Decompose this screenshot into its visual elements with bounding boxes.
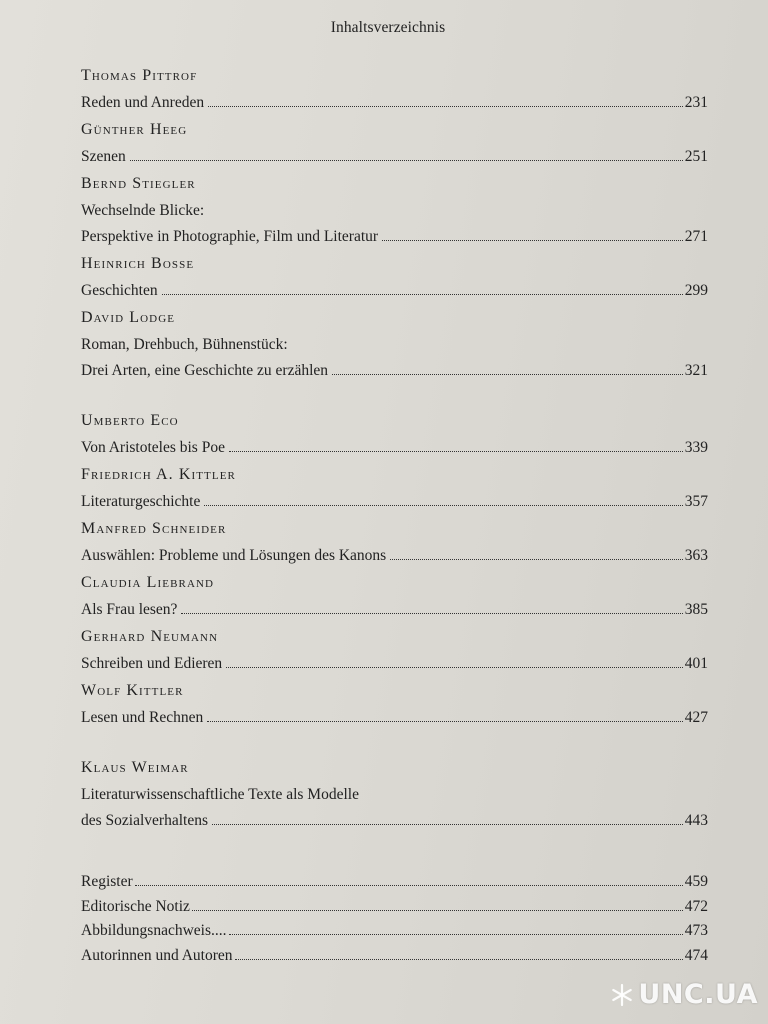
page-number: 357 — [684, 493, 708, 510]
entry-title-line — [81, 227, 708, 254]
toc-group-2 — [81, 411, 708, 735]
page-number: 474 — [684, 946, 708, 964]
page-number: 299 — [684, 282, 708, 299]
entry-title-line — [81, 147, 708, 174]
dot-leader — [135, 884, 683, 886]
back-matter — [81, 872, 708, 970]
page-number: 231 — [684, 94, 708, 111]
watermark-text: UNC.UA — [638, 979, 758, 1010]
entry-title: Roman, Drehbuch, Bühnenstück: — [81, 336, 288, 353]
page-title: Inhaltsverzeichnis — [330, 19, 446, 36]
dot-leader — [390, 558, 683, 560]
page-number: 363 — [684, 547, 708, 564]
toc-entry — [81, 308, 708, 388]
dot-leader — [204, 504, 682, 506]
entry-author: Umberto Eco — [81, 412, 179, 429]
back-matter-line — [81, 872, 708, 897]
entry-author: David Lodge — [81, 309, 176, 326]
toc-entry — [81, 627, 708, 681]
toc-entry — [81, 254, 708, 308]
back-matter-line — [81, 921, 708, 946]
dot-leader — [382, 239, 683, 241]
entry-title: Literaturwissenschaftliche Texte als Modelle — [81, 786, 359, 803]
toc-entry — [81, 465, 708, 519]
dot-leader — [162, 293, 683, 295]
entry-author: Klaus Weimar — [81, 759, 189, 776]
back-matter-title: Register — [81, 873, 133, 890]
dot-leader — [332, 373, 683, 375]
entry-title-line — [81, 361, 708, 388]
entry-title-line — [81, 335, 708, 361]
entry-title-line — [81, 811, 708, 838]
page-number: 271 — [684, 228, 708, 245]
entry-author: Wolf Kittler — [81, 682, 184, 699]
entry-title: Geschichten — [81, 282, 158, 299]
toc-entry — [81, 758, 708, 838]
group-spacer — [81, 388, 708, 411]
dot-leader — [192, 909, 683, 911]
entry-author: Heinrich Bosse — [81, 255, 195, 272]
toc-group-3 — [81, 758, 708, 838]
page-number: 401 — [684, 655, 708, 672]
toc-entry — [81, 174, 708, 254]
entry-title: Als Frau lesen? — [81, 601, 178, 618]
watermark-logo — [610, 979, 758, 1010]
entry-author: Günther Heeg — [81, 121, 188, 138]
page-number: 339 — [684, 439, 708, 456]
entry-title-line — [81, 438, 708, 465]
table-of-contents — [81, 66, 708, 970]
entry-title-line — [81, 201, 708, 227]
entry-title: Reden und Anreden — [81, 94, 205, 111]
dot-leader — [212, 823, 683, 825]
page-number: 251 — [684, 148, 708, 165]
dot-leader — [130, 159, 683, 161]
back-matter-title: Autorinnen und Autoren — [81, 946, 233, 964]
toc-entry — [81, 411, 708, 465]
entry-title: Auswählen: Probleme und Lösungen des Kanons — [81, 547, 387, 564]
entry-author: Manfred Schneider — [81, 520, 227, 537]
dot-leader — [229, 450, 683, 452]
dot-leader — [208, 105, 683, 107]
entry-title: Lesen und Rechnen — [81, 709, 204, 726]
dot-leader — [229, 933, 683, 935]
page-number: 385 — [684, 601, 708, 618]
back-matter-title: Editorische Notiz — [81, 897, 190, 915]
entry-author: Gerhard Neumann — [81, 628, 219, 645]
page-number: 473 — [684, 922, 708, 939]
page-number: 443 — [684, 812, 708, 829]
entry-title: Literaturgeschichte — [81, 493, 201, 510]
entry-title-line — [81, 708, 708, 735]
back-matter-line — [81, 897, 708, 922]
entry-title: Szenen — [81, 148, 126, 165]
entry-title: Drei Arten, eine Geschichte zu erzählen — [81, 362, 329, 379]
snowflake-icon — [610, 983, 634, 1007]
page-number: 321 — [684, 362, 708, 379]
dot-leader — [226, 666, 683, 668]
entry-title: Von Aristoteles bis Poe — [81, 439, 225, 456]
entry-title: Schreiben und Edieren — [81, 655, 223, 672]
page-number: 472 — [684, 897, 708, 915]
entry-title-line — [81, 600, 708, 627]
entry-author: Friedrich A. Kittler — [81, 466, 236, 483]
entry-title-line — [81, 281, 708, 308]
toc-entry — [81, 66, 708, 120]
toc-entry — [81, 120, 708, 174]
dot-leader — [235, 958, 683, 960]
entry-author: Thomas Pittrof — [81, 67, 198, 84]
toc-entry — [81, 573, 708, 627]
group-spacer — [81, 838, 708, 872]
dot-leader — [207, 720, 683, 722]
back-matter-line — [81, 946, 708, 971]
entry-title: Perspektive in Photographie, Film und Literatur — [81, 228, 379, 245]
back-matter-title: Abbildungsnachweis.... — [81, 922, 227, 939]
page-number: 427 — [684, 709, 708, 726]
entry-title-line — [81, 546, 708, 573]
entry-author: Bernd Stiegler — [81, 175, 196, 192]
toc-group-1 — [81, 66, 708, 388]
dot-leader — [181, 612, 682, 614]
group-spacer — [81, 735, 708, 758]
entry-title: Wechselnde Blicke: — [81, 202, 205, 219]
entry-title: des Sozialverhaltens — [81, 812, 208, 829]
entry-title-line — [81, 654, 708, 681]
toc-entry — [81, 681, 708, 735]
entry-title-line — [81, 785, 708, 811]
entry-title-line — [81, 492, 708, 519]
toc-entry — [81, 519, 708, 573]
page-number: 459 — [684, 873, 708, 890]
entry-title-line — [81, 93, 708, 120]
entry-author: Claudia Liebrand — [81, 574, 215, 591]
